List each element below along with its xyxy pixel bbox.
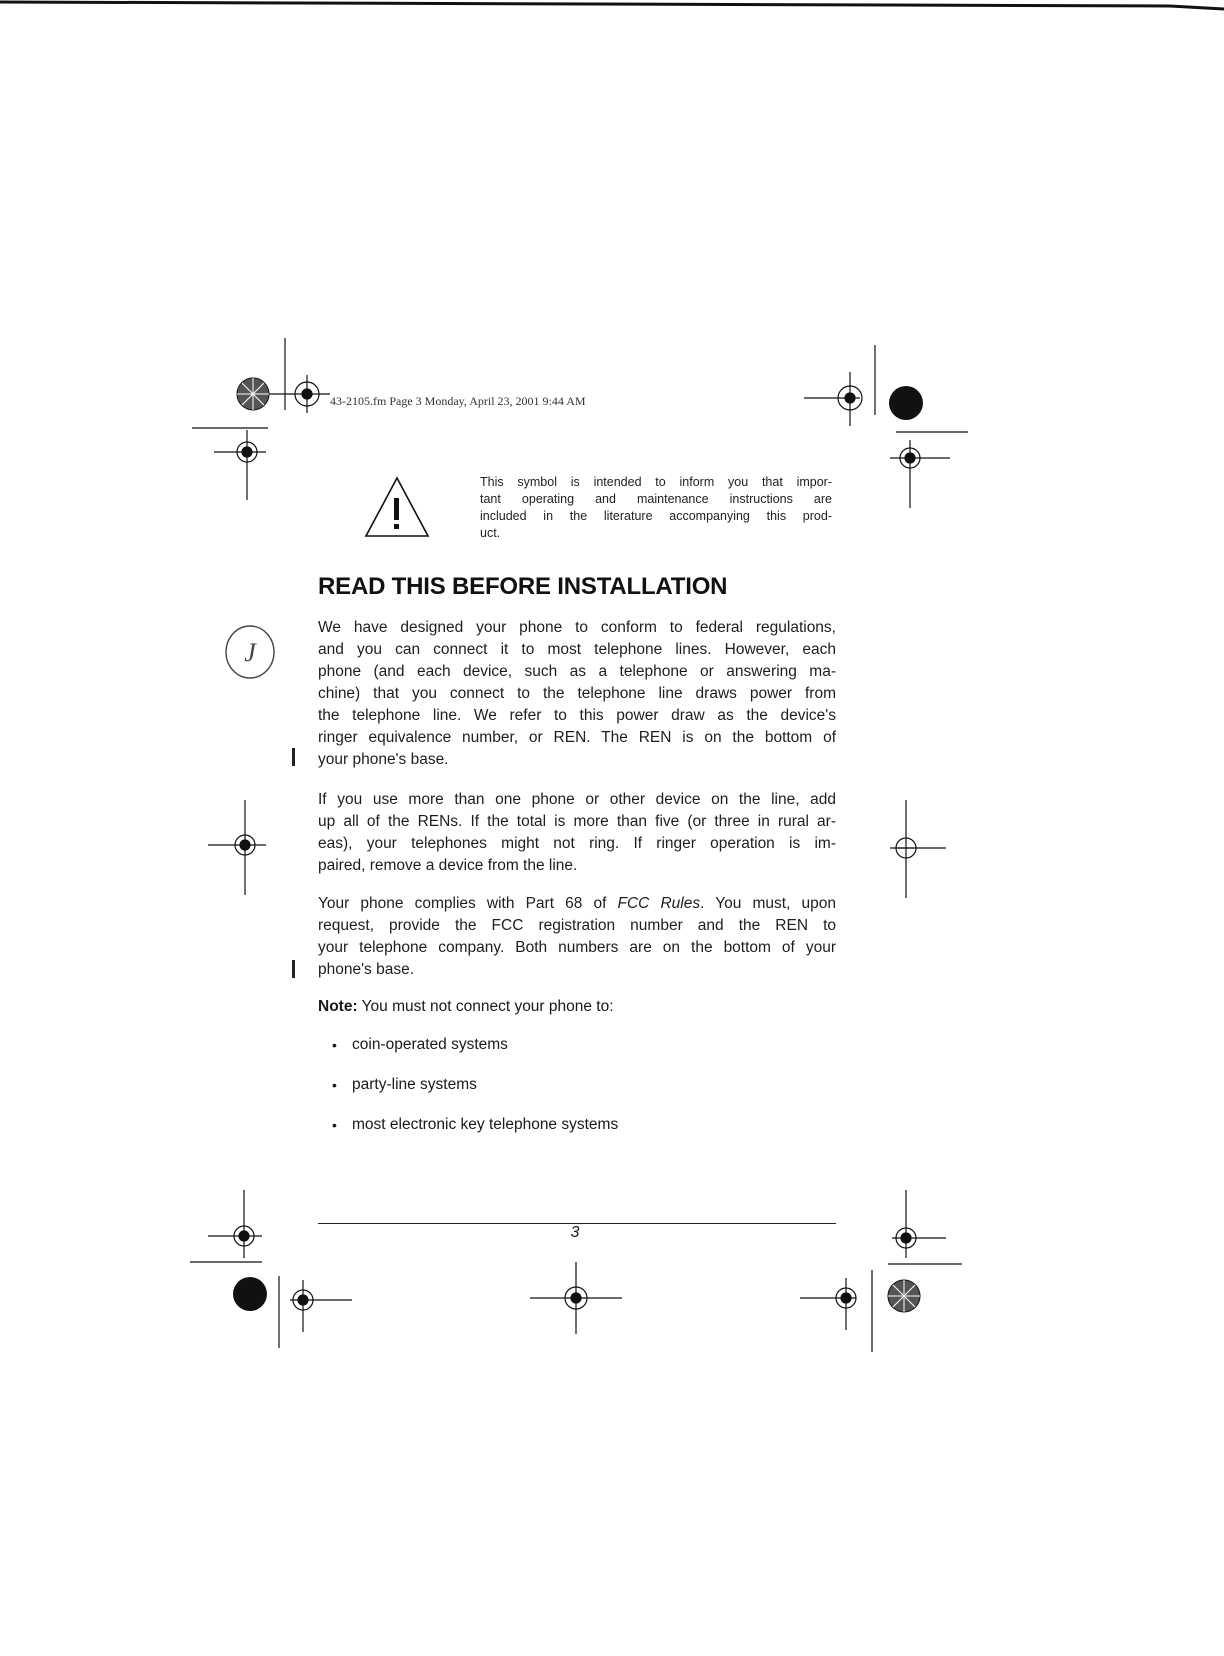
text-line: the telephone line. We refer to this power draw as the device's bbox=[318, 707, 836, 724]
warning-line: This symbol is intended to inform you that impor- bbox=[480, 475, 832, 489]
registration-mark-top-right bbox=[804, 345, 875, 426]
color-target-bottom-right bbox=[888, 1280, 920, 1312]
change-bar bbox=[292, 748, 295, 766]
registration-mark-right-middle bbox=[890, 800, 946, 898]
warning-line: tant operating and maintenance instructions are bbox=[480, 492, 832, 506]
text-line: request, provide the FCC registration number and the REN to bbox=[318, 917, 836, 934]
warning-triangle-icon bbox=[362, 474, 432, 540]
paragraph-ren-intro bbox=[318, 617, 836, 771]
registration-mark-right-upper bbox=[890, 440, 950, 508]
text-line: We have designed your phone to conform to federal regulations, bbox=[318, 619, 836, 636]
registration-mark-bottom-right-2 bbox=[800, 1270, 872, 1352]
list-item-text: party-line systems bbox=[352, 1076, 477, 1093]
handwritten-margin-mark bbox=[222, 620, 280, 682]
list-item bbox=[330, 1074, 618, 1114]
warning-note bbox=[480, 474, 832, 542]
list-item bbox=[330, 1034, 618, 1074]
warning-line: included in the literature accompanying this prod- bbox=[480, 509, 832, 523]
bullet-list bbox=[330, 1034, 618, 1154]
change-bar bbox=[292, 960, 295, 978]
list-item bbox=[330, 1114, 618, 1154]
section-heading: READ THIS BEFORE INSTALLATION bbox=[318, 573, 728, 600]
text-line bbox=[318, 893, 836, 915]
text-line: eas), your telephones might not ring. If ringer operation is im- bbox=[318, 835, 836, 852]
text-line: If you use more than one phone or other device on the line, add bbox=[318, 791, 836, 808]
color-target-bottom-left bbox=[233, 1277, 267, 1311]
warning-line: uct. bbox=[480, 526, 501, 540]
file-slug: 43-2105.fm Page 3 Monday, April 23, 2001 9:44 AM bbox=[330, 394, 586, 408]
color-target-top-right bbox=[889, 386, 923, 420]
text-fragment: . You must, upon bbox=[700, 895, 836, 912]
text-line: paired, remove a device from the line. bbox=[318, 857, 578, 874]
text-line: ringer equivalence number, or REN. The REN is on the bottom of bbox=[318, 729, 836, 746]
text-line: chine) that you connect to the telephone line draws power from bbox=[318, 685, 836, 702]
bullet-icon: • bbox=[332, 1077, 337, 1093]
note-text: You must not connect your phone to: bbox=[357, 998, 614, 1015]
text-line: your phone's base. bbox=[318, 751, 449, 768]
text-line: up all of the RENs. If the total is more than five (or three in rural ar- bbox=[318, 813, 836, 830]
paragraph-fcc bbox=[318, 893, 836, 981]
text-fragment: Your phone complies with Part 68 of bbox=[318, 895, 618, 912]
registration-mark-bottom-left bbox=[208, 1190, 262, 1258]
page-number: 3 bbox=[570, 1224, 580, 1241]
fcc-rules-emphasis: FCC Rules bbox=[617, 895, 701, 912]
bullet-icon: • bbox=[332, 1037, 337, 1053]
registration-mark-bottom-right bbox=[892, 1190, 946, 1258]
note-label: Note: bbox=[318, 998, 358, 1015]
text-line: phone's base. bbox=[318, 961, 415, 978]
list-item-text: most electronic key telephone systems bbox=[352, 1116, 619, 1133]
registration-mark-left-upper bbox=[214, 430, 266, 500]
text-line: and you can connect it to most telephone lines. However, each bbox=[318, 641, 836, 658]
text-line: phone (and each device, such as a telephone or answering ma- bbox=[318, 663, 836, 680]
registration-mark-bottom-left-2 bbox=[279, 1276, 352, 1348]
registration-mark-top-left bbox=[266, 338, 330, 413]
bullet-icon: • bbox=[332, 1117, 337, 1133]
margin-mark-letter: J bbox=[244, 638, 256, 667]
registration-mark-bottom-center bbox=[530, 1262, 622, 1334]
note bbox=[318, 998, 614, 1016]
text-line: your telephone company. Both numbers are on the bottom of your bbox=[318, 939, 836, 956]
registration-mark-left-middle bbox=[208, 800, 266, 895]
list-item-text: coin-operated systems bbox=[352, 1036, 508, 1053]
paragraph-ren-total bbox=[318, 789, 836, 877]
color-target-top-left bbox=[237, 378, 269, 410]
